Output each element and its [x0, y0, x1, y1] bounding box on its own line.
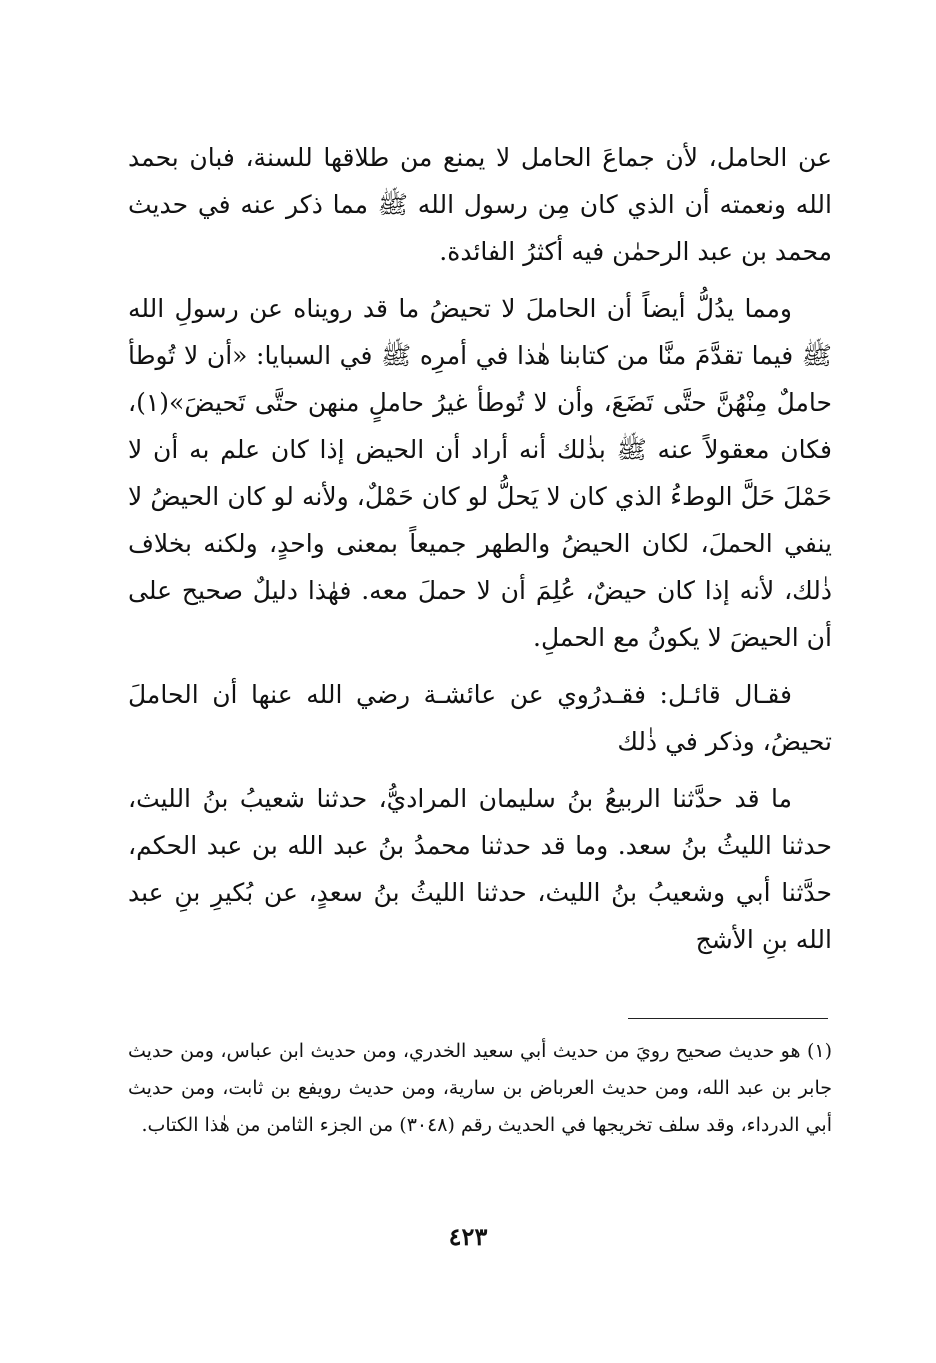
- paragraph-3: فقـال قائـل: فقـدرُوي عن عائشـة رضي الله عنها أن الحاملَ تحيضُ، وذكر في ذٰلك: [128, 680, 832, 756]
- footnote-text: (١) هو حديث صحيح رويَ من حديث أبي سعيد الخدري، ومن حديث ابن عباس، ومن حديث جابر بن عبد الله، ومن حديث العرباض بن سارية، ومن حديث رويفع بن ثابت، ومن حديث أبي الدرداء، وقد سلف تخريجها في الحديث رقم (٣٠٤٨) من الجزء الثامن من هٰذا الكتاب.: [128, 1040, 832, 1136]
- paragraph-1: عن الحامل، لأن جماعَ الحامل لا يمنع من طلاقها للسنة، فبان بحمد الله ونعمته أن الذي كان مِن رسول الله ﷺ مما ذكر عنه في حديث محمد بن عبد الرحمٰن فيه أكثرُ الفائدة.: [128, 143, 832, 266]
- page-number: ٤٢٣: [448, 1222, 488, 1251]
- paragraph-4: ما قد حدَّثنا الربيعُ بنُ سليمان المراديُّ، حدثنا شعيبُ بنُ الليث، حدثنا الليثُ بنُ سعد. وما قد حدثنا محمدُ بنُ عبد الله بن عبد الحكم، حدَّثنا أبي وشعيبُ بنُ الليث، حدثنا الليثُ بنُ سعدٍ، عن بُكيرِ بنِ عبد الله بنِ الأشج: [128, 784, 832, 954]
- footnote-separator: [628, 1018, 828, 1019]
- paragraph-2: ومما يدُلُّ أيضاً أن الحاملَ لا تحيضُ ما قد رويناه عن رسولِ الله ﷺ فيما تقدَّمَ منَّا من كتابنا هٰذا في أمرِه ﷺ في السبايا: «أن لا تُوطأ حاملٌ مِنْهُنَّ حتَّى تَضَعَ، وأن لا تُوطأ غيرُ حاملٍ منهن حتَّى تَحيضَ»(١)، فكان معقولاً عنه ﷺ بذٰلك أنه أراد أن الحيض إذا كان علم به أن لا حَمْلَ حَلَّ الوطءُ الذي كان لا يَحلُّ لو كان حَمْلٌ، ولأنه لو كان الحيضُ لا ينفي الحملَ، لكان الحيضُ والطهر جميعاً بمعنى واحدٍ، ولكنه بخلاف ذٰلك، لأنه إذا كان حيضٌ، عُلِمَ أن لا حملَ معه. فهٰذا دليلٌ صحيح على أن الحيضَ لا يكونُ مع الحملِ.: [128, 294, 833, 652]
- main-text: [128, 134, 832, 973]
- footnote: [128, 1033, 832, 1144]
